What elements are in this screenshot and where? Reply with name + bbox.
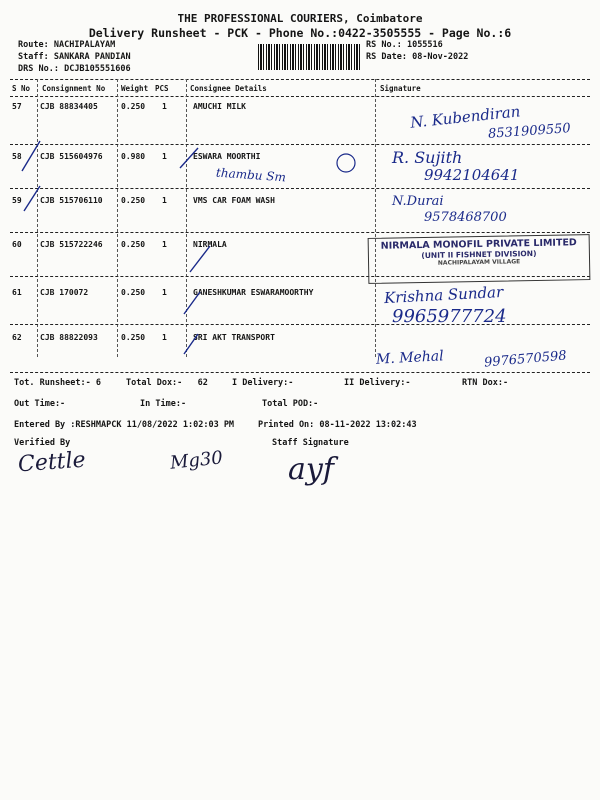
cell-sno: 58 [12, 152, 22, 161]
cell-weight: 0.250 [121, 196, 146, 205]
staff-signature-label: Staff Signature [272, 438, 349, 448]
route-label: Route: [18, 40, 49, 50]
cell-pcs: 1 [162, 152, 167, 161]
cell-weight: 0.250 [121, 333, 146, 342]
route-line [18, 40, 115, 50]
col-weight: Weight [121, 84, 149, 93]
stamp-line-2: (UNIT II FISHNET DIVISION) [421, 248, 537, 261]
drs-value: DCJB105551606 [64, 64, 131, 74]
cell-sno: 61 [12, 288, 22, 297]
rs-date-label: RS Date: [366, 52, 407, 62]
cell-sno: 62 [12, 333, 22, 342]
cell-weight: 0.980 [121, 152, 146, 161]
r58-note: thambu Sm [215, 165, 287, 185]
col-signature: Signature [380, 84, 421, 93]
out-time: Out Time:- [14, 399, 66, 409]
r57-phone: 8531909550 [487, 121, 572, 142]
runsheet-subtitle: Delivery Runsheet - PCK - Phone No.:0422-3505555 - Page No.:6 [88, 26, 512, 40]
cell-consignment: CJB 88834405 [40, 102, 98, 111]
tick-mark [184, 334, 198, 354]
rs-no-label: RS No.: [366, 40, 402, 50]
cell-pcs: 1 [162, 240, 167, 249]
r61-phone: 9965977724 [392, 306, 507, 327]
rs-no-value: 1055516 [406, 40, 443, 50]
r58-signature: R. Sujith [392, 148, 463, 167]
cell-weight: 0.250 [121, 288, 146, 297]
verified-signature: Cettle [17, 447, 87, 478]
total-pod: Total POD:- [262, 399, 319, 409]
header-top-rule [10, 79, 590, 80]
r62-signature: M. Mehal [375, 348, 445, 368]
stamp-line-3: NACHIPALAYAM VILLAGE [437, 258, 521, 267]
r57-signature: N. Kubendiran [409, 102, 522, 132]
r58-phone: 9942104641 [424, 166, 520, 184]
cell-pcs: 1 [162, 288, 167, 297]
rtn-dox: RTN Dox:- [462, 378, 509, 388]
cell-consignment: CJB 515722246 [40, 240, 103, 249]
total-dox: Total Dox:- 62 [126, 378, 208, 388]
cell-consignment: CJB 515604976 [40, 152, 103, 161]
tick-mark [180, 148, 198, 168]
staff-signature-mark: ayf [288, 452, 334, 487]
cell-consignment: CJB 515706110 [40, 196, 103, 205]
route-value: NACHIPALAYAM [53, 40, 116, 50]
cell-consignee: ESWARA MOORTHI [193, 152, 261, 161]
cell-consignee: VMS CAR FOAM WASH [193, 196, 275, 205]
col-sno: S No [12, 84, 31, 93]
cell-sno: 59 [12, 196, 22, 205]
col-consignment: Consignment No [42, 84, 106, 93]
drs-line [18, 64, 131, 74]
staff-label: Staff: [18, 52, 49, 62]
staff-value: SANKARA PANDIAN [53, 52, 131, 62]
drs-label: DRS No.: [18, 64, 59, 74]
cell-weight: 0.250 [121, 240, 146, 249]
r62-phone: 9976570598 [483, 348, 568, 371]
cell-sno: 57 [12, 102, 22, 111]
cell-consignment: CJB 170072 [40, 288, 89, 297]
cell-consignee: GANESHKUMAR ESWARAMOORTHY [193, 288, 314, 297]
cell-sno: 60 [12, 240, 22, 249]
entered-by: Entered By :RESHMAPCK 11/08/2022 1:02:03 PM [14, 420, 235, 430]
cell-consignment: CJB 88822093 [40, 333, 98, 342]
cell-consignee: SRI AKT TRANSPORT [193, 333, 275, 342]
tick-mark [190, 246, 210, 272]
staff-line [18, 52, 131, 62]
tot-runsheet: Tot. Runsheet:- 6 [14, 378, 101, 388]
col-pcs: PCS [155, 84, 169, 93]
printed-on: Printed On: 08-11-2022 13:02:43 [258, 420, 417, 430]
cell-consignee: NIRMALA [193, 240, 227, 249]
tick-mark [22, 141, 40, 171]
r61-signature: Krishna Sundar [383, 282, 504, 308]
r59-phone: 9578468700 [424, 210, 507, 225]
initials-mark: Mg30 [169, 447, 224, 474]
col-consignee: Consignee Details [190, 84, 267, 93]
cell-pcs: 1 [162, 333, 167, 342]
rs-date-value: 08-Nov-2022 [412, 52, 469, 62]
cell-weight: 0.250 [121, 102, 146, 111]
circle-mark [337, 154, 355, 172]
company-title: THE PROFESSIONAL COURIERS, Coimbatore [177, 12, 423, 25]
stamp-line-1: NIRMALA MONOFIL PRIVATE LIMITED [380, 237, 577, 252]
cell-pcs: 1 [162, 196, 167, 205]
in-time: In Time:- [140, 399, 187, 409]
company-stamp [368, 234, 591, 284]
tick-mark [184, 292, 200, 314]
rs-no-line [366, 40, 443, 50]
cell-consignee: AMUCHI MILK [193, 102, 246, 111]
i-delivery: I Delivery:- [232, 378, 294, 388]
ii-delivery: II Delivery:- [344, 378, 411, 388]
tick-mark [24, 186, 40, 211]
barcode [258, 44, 362, 70]
cell-pcs: 1 [162, 102, 167, 111]
r59-signature: N.Durai [392, 194, 444, 209]
verified-by-label: Verified By [14, 438, 71, 448]
rs-date-line [366, 52, 468, 62]
